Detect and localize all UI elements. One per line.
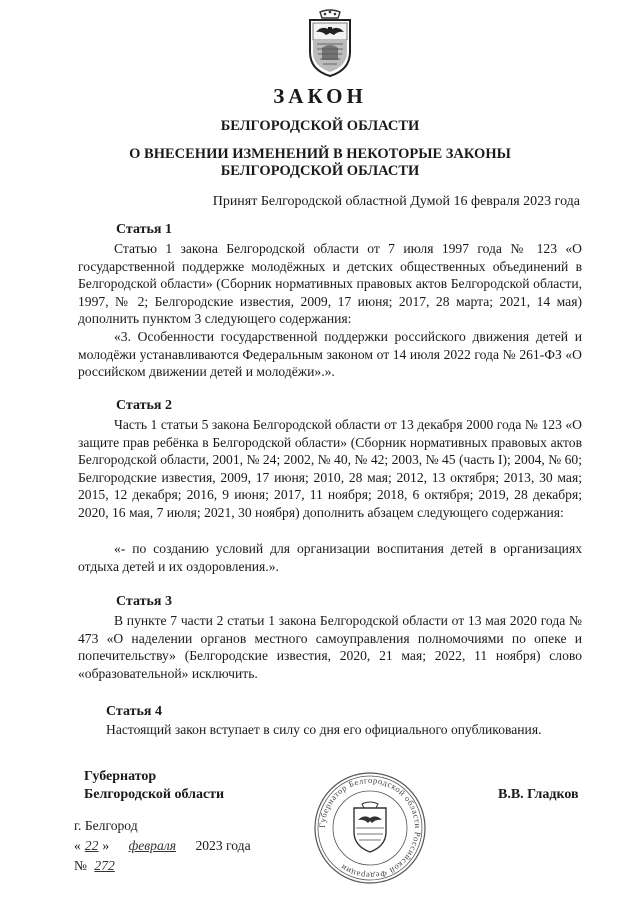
signatory-position: [84, 768, 224, 804]
official-seal-icon: [312, 770, 428, 886]
city: г. Белгород: [74, 818, 138, 833]
article-3-heading: Статья 3: [116, 594, 172, 609]
issue-date: « 22 » февраля 2023 года: [74, 838, 251, 853]
date-month: февраля: [128, 838, 177, 853]
article-3-paragraph-1: В пункте 7 части 2 статьи 1 закона Белгородской области от 13 мая 2020 года № 473 «О наделении органов местного самоуправления полномочиями по опеке и попечительству» (Белгородские известия, 2020, 21 мая; 2022, 11 ноября) слово «образовательной» исключить.: [78, 613, 582, 681]
article-1-heading: Статья 1: [116, 222, 172, 237]
article-2-heading: Статья 2: [116, 398, 172, 413]
document-title: ЗАКОН: [273, 84, 367, 108]
law-number: № 272: [74, 856, 251, 876]
coat-of-arms-icon: [298, 8, 362, 78]
signatory-name: В.В. Гладков: [498, 787, 579, 802]
date-year: 2023 года: [195, 838, 251, 853]
document-subject: [0, 146, 640, 180]
article-4-paragraph-1: Настоящий закон вступает в силу со дня его официального опубликования.: [106, 722, 542, 737]
document-region: БЕЛГОРОДСКОЙ ОБЛАСТИ: [220, 118, 420, 134]
law-number-value: 272: [94, 858, 115, 873]
date-day: 22: [84, 838, 99, 853]
position-line-2: Белгородской области: [84, 787, 225, 802]
article-2-paragraph-1: Часть 1 статьи 5 закона Белгородской области от 13 декабря 2000 года № 123 «О защите прав ребёнка в Белгородской области» (Сборник нормативных правовых актов Белгородской области, 2001, № 24; 2002, № 40, № 42; 2003, № 45 (часть I); 2004, № 60; Белгородские известия, 2009, 17 июня; 2010, 28 мая; 2012, 13 октября; 2013, 30 мая; 2015, 12 декабря; 2016, 9 июня; 2017, 11 ноября; 2018, 6 октября; 2019, 28 декабря; 2020, 16 мая, 7 июля; 2021, 30 ноября) дополнить абзацем следующего содержания:: [78, 417, 582, 520]
position-line-1: Губернатор: [84, 769, 157, 784]
svg-text:Губернатор Белгородской област: Губернатор Белгородской области Российской Федерации: [316, 774, 424, 882]
article-1-paragraph-2: «3. Особенности государственной поддержки российского движения детей и молодёжи устанавливаются Федеральным законом от 14 июля 2022 года № 261-ФЗ «О российском движении детей и молодёжи».».: [78, 329, 582, 379]
subject-line-1: О ВНЕСЕНИИ ИЗМЕНЕНИЙ В НЕКОТОРЫЕ ЗАКОНЫ: [129, 146, 511, 162]
adoption-note: Принят Белгородской областной Думой 16 февраля 2023 года: [212, 194, 580, 209]
article-4-heading: Статья 4: [106, 704, 162, 719]
issue-details: [74, 816, 251, 876]
subject-line-2: БЕЛГОРОДСКОЙ ОБЛАСТИ: [220, 163, 420, 179]
article-1-paragraph-1: Статью 1 закона Белгородской области от 7 июля 1997 года № 123 «О государственной поддержке молодёжных и детских общественных объединений в Белгородской области» (Сборник нормативных правовых актов Белгородской области, 1997, № 2; Белгородские известия, 2009, 17 июня; 2017, 28 марта; 2021, 14 мая) дополнить пунктом 3 следующего содержания:: [78, 241, 582, 326]
article-2-paragraph-2: «- по созданию условий для организации воспитания детей в организациях отдыха детей и их оздоровления.».: [78, 541, 582, 574]
